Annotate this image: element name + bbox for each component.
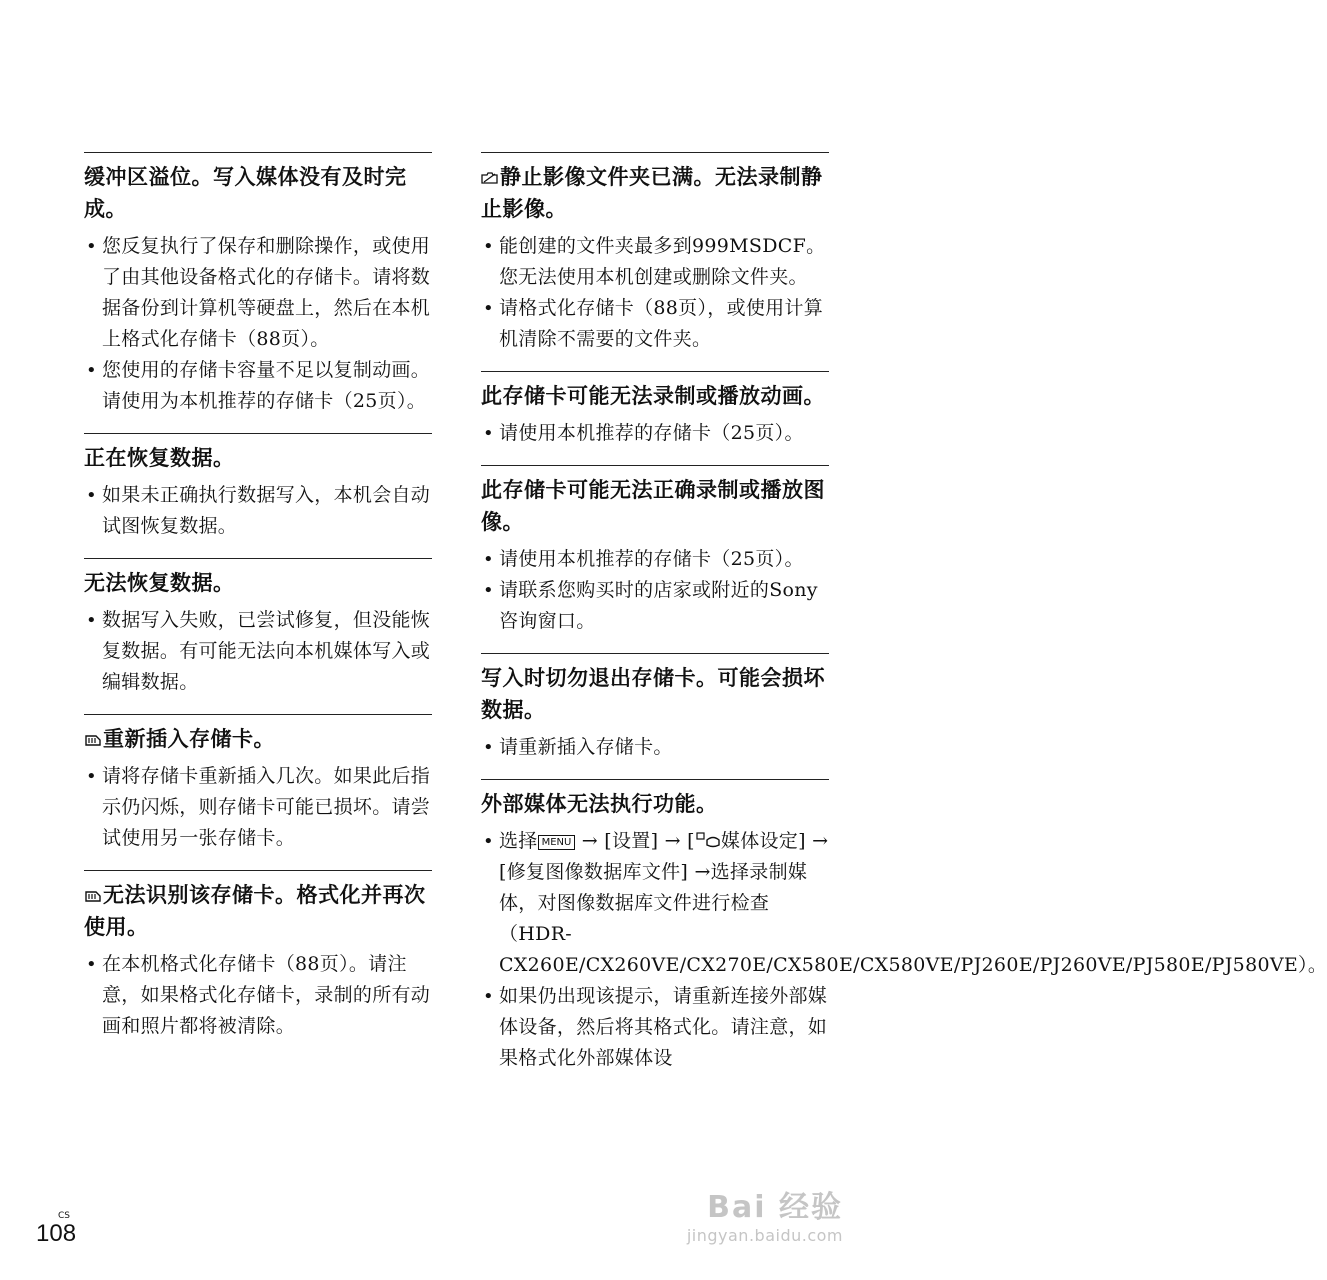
bullet-list [84,761,432,854]
bullet-item: • 在本机格式化存储卡（88页）。请注意，如果格式化存储卡，录制的所有动画和照片都将被清除。 [84,949,432,1042]
bullet-item: • 如果仍出现该提示，请重新连接外部媒体设备，然后将其格式化。请注意，如果格式化外部媒体设 [481,981,829,1074]
bullet-list [84,231,432,417]
left-column [84,152,432,1058]
message-section [84,870,432,1042]
bullet-item: • 请使用本机推荐的存储卡（25页）。 [481,418,829,449]
bullet-list [481,826,1327,1074]
menu-step-rest: 媒体设定] → [修复图像数据库文件] →选择录制媒体，对图像数据库文件进行检查（HDR-CX260E/CX260VE/CX270E/CX580E/CX580VE/PJ260E/PJ260VE/PJ580E/PJ580VE）。 [499,830,1327,976]
bullet-item: • 如果未正确执行数据写入，本机会自动试图恢复数据。 [84,480,432,542]
bullet-item: • 请联系您购买时的店家或附近的Sony咨询窗口。 [481,575,829,637]
bullet-list [84,949,432,1042]
message-heading: 写入时切勿退出存储卡。可能会损坏数据。 [481,666,825,722]
bullet-list [481,544,829,637]
bullet-list [481,231,829,355]
bullet-item: • 请将存储卡重新插入几次。如果此后指示仍闪烁，则存储卡可能已损坏。请尝试使用另一张存储卡。 [84,761,432,854]
watermark [687,1182,843,1245]
bullet-item: • 您使用的存储卡容量不足以复制动画。请使用为本机推荐的存储卡（25页）。 [84,355,432,417]
message-section [481,371,829,449]
message-heading: 外部媒体无法执行功能。 [481,792,718,816]
heading-text: 重新插入存储卡。 [103,727,275,751]
message-section [481,779,1327,1074]
message-heading [481,161,829,225]
bullet-list [84,480,432,542]
page-number: 108 [36,1220,77,1247]
menu-step-path: → [设置] → [ [575,830,695,852]
bullet-list [481,732,829,763]
memory-card-warning-icon [84,724,102,738]
message-section [84,152,432,417]
watermark-url: jingyan.baidu.com [686,1226,843,1245]
message-section [84,558,432,698]
bullet-item: • 数据写入失败，已尝试修复，但没能恢复数据。有可能无法向本机媒体写入或编辑数据。 [84,605,432,698]
photo-folder-warning-icon [481,162,499,176]
message-heading [84,723,432,755]
menu-step-item [481,826,1327,981]
message-heading: 此存储卡可能无法录制或播放动画。 [481,384,825,408]
message-heading: 此存储卡可能无法正确录制或播放图像。 [481,478,825,534]
language-code: CS [58,1211,70,1221]
bullet-item: • 请重新插入存储卡。 [481,732,829,763]
media-settings-icon [695,828,721,846]
menu-step-prefix: 选择 [499,830,538,852]
bullet-item: • 能创建的文件夹最多到999MSDCF。您无法使用本机创建或删除文件夹。 [481,231,829,293]
message-section [481,653,829,763]
message-heading: 无法恢复数据。 [84,571,235,595]
watermark-brand: Bai 经验 [707,1190,843,1225]
heading-text: 静止影像文件夹已满。无法录制静止影像。 [481,165,823,221]
message-section [481,152,829,355]
message-heading [84,879,432,943]
right-column [481,152,1327,1090]
heading-text: 无法识别该存储卡。格式化并再次使用。 [84,883,426,939]
message-section [84,433,432,542]
message-section [481,465,829,637]
menu-button-label: MENU [538,835,576,850]
bullet-item: • 请格式化存储卡（88页），或使用计算机清除不需要的文件夹。 [481,293,829,355]
message-heading: 正在恢复数据。 [84,446,235,470]
bullet-list [84,605,432,698]
message-section [84,714,432,854]
bullet-item: • 您反复执行了保存和删除操作，或使用了由其他设备格式化的存储卡。请将数据备份到计算机等硬盘上，然后在本机上格式化存储卡（88页）。 [84,231,432,355]
message-heading: 缓冲区溢位。写入媒体没有及时完成。 [84,165,407,221]
bullet-list [481,418,829,449]
bullet-item: • 请使用本机推荐的存储卡（25页）。 [481,544,829,575]
memory-card-warning-icon [84,880,102,894]
